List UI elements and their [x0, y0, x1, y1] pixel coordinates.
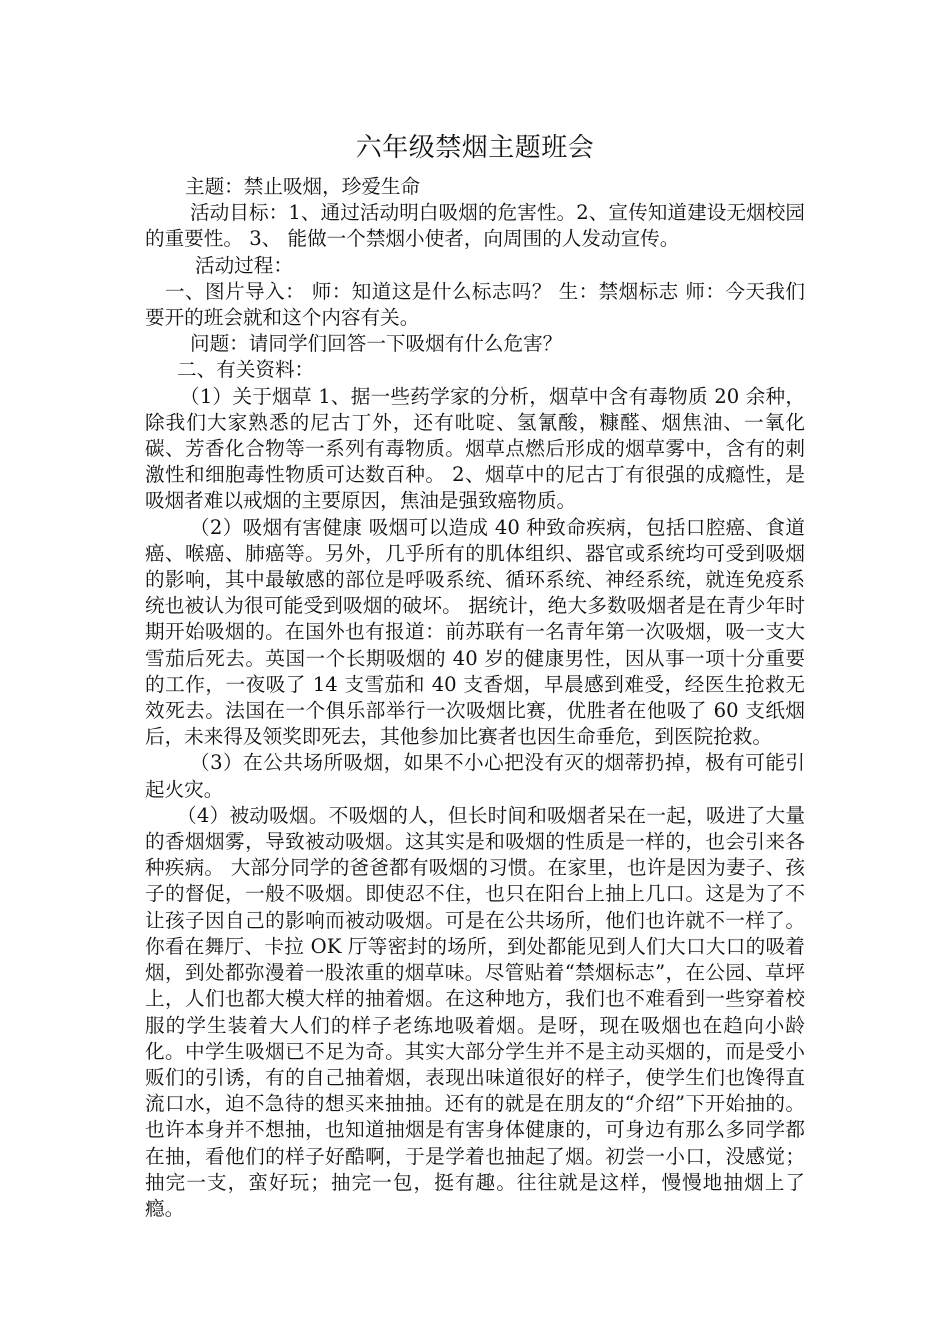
- theme-paragraph: 主题：禁止吸烟，珍爱生命: [185, 175, 421, 198]
- goal-paragraph: 活动目标：1、通过活动明白吸烟的危害性。2、宣传知道建设无烟校园的重要性。 3、 能做一个禁烟小使者，向周围的人发动宣传。: [145, 201, 805, 251]
- document-body: [145, 174, 805, 1222]
- material-heading: 二、有关资料：: [177, 358, 315, 382]
- process-heading: 活动过程：: [195, 253, 293, 277]
- page-title: 六年级禁烟主题班会: [355, 133, 595, 163]
- question-paragraph: 问题：请同学们回答一下吸烟有什么危害？: [190, 332, 563, 356]
- tobacco-paragraph: （1）关于烟草 1、据一些药学家的分析，烟草中含有毒物质 20 余种，除我们大家熟悉的尼古丁外，还有吡啶、氢氰酸，糠醛、烟焦油、一氧化碳、芳香化合物等一系列有毒物质。烟草点燃后形成的烟草雾中，含有的刺激性和细胞毒性物质可达数百种。 2、烟草中的尼古丁有很强的成瘾性，是吸烟者难以戒烟的主要原因，焦油是强致癌物质。: [145, 384, 805, 513]
- passive-smoking-paragraph: （4）被动吸烟。不吸烟的人，但长时间和吸烟者呆在一起，吸进了大量的香烟烟雾，导致被动吸烟。这其实是和吸烟的性质是一样的，也会引来各种疾病。 大部分同学的爸爸都有吸烟的习惯。在家里，也许是因为妻子、孩子的督促，一般不吸烟。即使忍不住，也只在阳台上抽上几口。这是为了不让孩子因自己的影响而被动吸烟。可是在公共场所，他们也许就不一样了。你看在舞厅、卡拉 OK 厅等密封的场所，到处都能见到人们大口大口的吸着烟，到处都弥漫着一股浓重的烟草味。尽管贴着“禁烟标志”，在公园、草坪上，人们也都大模大样的抽着烟。在这种地方，我们也不难看到一些穿着校服的学生装着大人们的样子老练地吸着烟。是呀，现在吸烟也在趋向小龄化。中学生吸烟已不足为奇。其实大部分学生并不是主动买烟的，而是受小贩们的引诱，有的自己抽着烟，表现出味道很好的样子，使学生们也馋得直流口水，迫不急待的想买来抽抽。还有的就是在朋友的“介绍”下开始抽的。也许本身并不想抽，也知道抽烟是有害身体健康的，可身边有那么多同学都在抽，看他们的样子好酷啊，于是学着也抽起了烟。初尝一小口，没感觉；抽完一支，蛮好玩；抽完一包，挺有趣。往往就是这样，慢慢地抽烟上了瘾。: [145, 803, 805, 1220]
- intro-paragraph: 一、图片导入： 师：知道这是什么标志吗？ 生：禁烟标志 师：今天我们要开的班会就和这个内容有关。: [145, 279, 805, 330]
- fire-paragraph: （3）在公共场所吸烟，如果不小心把没有灭的烟蒂扔掉，极有可能引起火灾。: [145, 751, 805, 801]
- health-paragraph: （2）吸烟有害健康 吸烟可以造成 40 种致命疾病，包括口腔癌、食道癌、喉癌、肺癌等。另外，几乎所有的肌体组织、器官或系统均可受到吸烟的影响，其中最敏感的部位是呼吸系统、循环系统、神经系统，就连免疫系统也被认为很可能受到吸烟的破坏。 据统计，绝大多数吸烟者是在青少年时期开始吸烟的。在国外也有报道：前苏联有一名青年第一次吸烟，吸一支大雪茄后死去。英国一个长期吸烟的 40 岁的健康男性，因从事一项十分重要的工作，一夜吸了 14 支雪茄和 40 支香烟，早晨感到难受，经医生抢救无效死去。法国在一个俱乐部举行一次吸烟比赛，优胜者在他吸了 60 支纸烟后，未来得及领奖即死去，其他参加比赛者也因生命垂危，到医院抢救。: [145, 515, 805, 749]
